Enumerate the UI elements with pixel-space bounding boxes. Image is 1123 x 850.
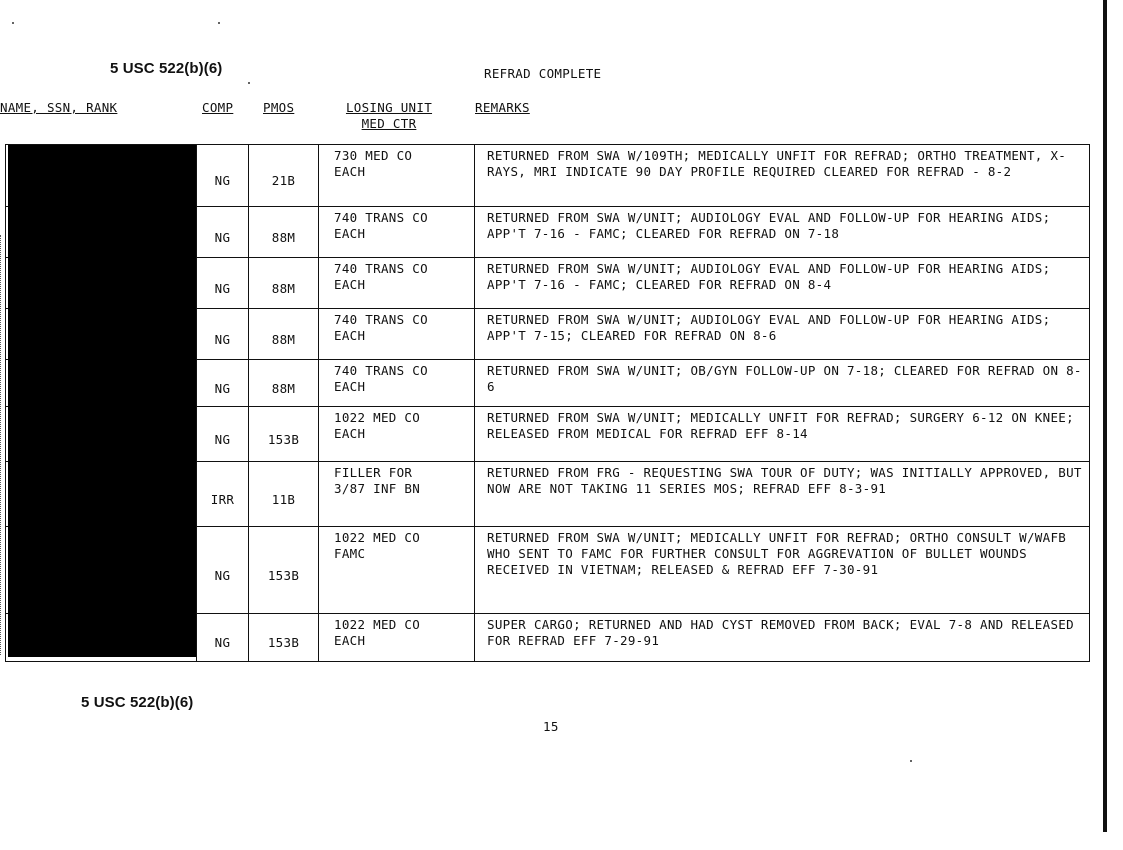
column-header-comp: COMP: [202, 100, 234, 115]
scan-speck: [248, 82, 250, 84]
remarks-cell: RETURNED FROM SWA W/UNIT; AUDIOLOGY EVAL AND FOLLOW-UP FOR HEARING AIDS; APP'T 7-16 - FAMC; CLEARED FOR REFRAD ON 8-4: [475, 258, 1090, 309]
remarks-cell: RETURNED FROM FRG - REQUESTING SWA TOUR OF DUTY; WAS INITIALLY APPROVED, BUT NOW ARE NOT TAKING 11 SERIES MOS; REFRAD EFF 8-3-91: [475, 462, 1090, 527]
unit-line2: EACH: [334, 633, 366, 648]
unit-cell: [319, 407, 475, 462]
column-header-unit-line1: LOSING UNIT: [345, 100, 433, 115]
unit-cell: [319, 360, 475, 407]
scan-speck: [218, 22, 220, 24]
unit-line2: EACH: [334, 277, 366, 292]
pmos-cell: 88M: [249, 309, 319, 360]
comp-cell: NG: [197, 309, 249, 360]
unit-line2: EACH: [334, 328, 366, 343]
remarks-cell: RETURNED FROM SWA W/UNIT; MEDICALLY UNFIT FOR REFRAD; ORTHO CONSULT W/WAFB WHO SENT TO FAMC FOR FURTHER CONSULT FOR AGGREVATION OF BULLET WOUNDS RECEIVED IN VIETNAM; RELEASED & REFRAD EFF 7-30-91: [475, 527, 1090, 614]
page-number: 15: [543, 719, 559, 734]
unit-line1: 740 TRANS CO: [334, 261, 428, 276]
unit-cell: [319, 258, 475, 309]
unit-line2: EACH: [334, 379, 366, 394]
unit-line1: 740 TRANS CO: [334, 363, 428, 378]
pmos-cell: 153B: [249, 407, 319, 462]
remarks-cell: RETURNED FROM SWA W/UNIT; AUDIOLOGY EVAL AND FOLLOW-UP FOR HEARING AIDS; APP'T 7-15; CLEARED FOR REFRAD ON 8-6: [475, 309, 1090, 360]
column-header-unit-line2: MED CTR: [361, 116, 417, 131]
pmos-cell: 88M: [249, 360, 319, 407]
unit-cell: [319, 462, 475, 527]
remarks-cell: SUPER CARGO; RETURNED AND HAD CYST REMOVED FROM BACK; EVAL 7-8 AND RELEASED FOR REFRAD EFF 7-29-91: [475, 614, 1090, 662]
unit-line2: EACH: [334, 226, 366, 241]
unit-cell: [319, 527, 475, 614]
unit-line1: FILLER FOR: [334, 465, 413, 480]
right-edge-rule: [1103, 0, 1107, 832]
remarks-cell: RETURNED FROM SWA W/UNIT; OB/GYN FOLLOW-UP ON 7-18; CLEARED FOR REFRAD ON 8-6: [475, 360, 1090, 407]
unit-line2: 3/87 INF BN: [334, 481, 421, 496]
unit-line2: EACH: [334, 426, 366, 441]
pmos-cell: 153B: [249, 527, 319, 614]
pmos-cell: 88M: [249, 258, 319, 309]
page-title: REFRAD COMPLETE: [484, 66, 602, 81]
unit-line1: 740 TRANS CO: [334, 312, 428, 327]
comp-cell: NG: [197, 614, 249, 662]
comp-cell: NG: [197, 360, 249, 407]
exemption-label-bottom: 5 USC 522(b)(6): [81, 694, 194, 711]
unit-line1: 1022 MED CO: [334, 530, 421, 545]
exemption-label-top: 5 USC 522(b)(6): [110, 60, 223, 77]
scan-speck: [910, 760, 912, 762]
pmos-cell: 88M: [249, 207, 319, 258]
comp-cell: IRR: [197, 462, 249, 527]
column-header-remarks: REMARKS: [475, 100, 530, 115]
pmos-cell: 21B: [249, 145, 319, 207]
redaction-block: [8, 145, 196, 657]
unit-line1: 740 TRANS CO: [334, 210, 428, 225]
unit-cell: [319, 309, 475, 360]
comp-cell: NG: [197, 207, 249, 258]
unit-line2: EACH: [334, 164, 366, 179]
scan-speck: [12, 22, 14, 24]
remarks-cell: RETURNED FROM SWA W/UNIT; MEDICALLY UNFIT FOR REFRAD; SURGERY 6-12 ON KNEE; RELEASED FROM MEDICAL FOR REFRAD EFF 8-14: [475, 407, 1090, 462]
unit-cell: [319, 614, 475, 662]
pmos-cell: 11B: [249, 462, 319, 527]
remarks-cell: RETURNED FROM SWA W/UNIT; AUDIOLOGY EVAL AND FOLLOW-UP FOR HEARING AIDS; APP'T 7-16 - FAMC; CLEARED FOR REFRAD ON 7-18: [475, 207, 1090, 258]
unit-line1: 1022 MED CO: [334, 617, 421, 632]
unit-line1: 730 MED CO: [334, 148, 413, 163]
unit-cell: [319, 207, 475, 258]
pmos-cell: 153B: [249, 614, 319, 662]
comp-cell: NG: [197, 258, 249, 309]
comp-cell: NG: [197, 407, 249, 462]
column-header-pmos: PMOS: [263, 100, 295, 115]
column-header-name: NAME, SSN, RANK: [0, 100, 118, 115]
column-header-unit: [333, 100, 445, 132]
unit-line1: 1022 MED CO: [334, 410, 421, 425]
remarks-cell: RETURNED FROM SWA W/109TH; MEDICALLY UNFIT FOR REFRAD; ORTHO TREATMENT, X-RAYS, MRI INDICATE 90 DAY PROFILE REQUIRED CLEARED FOR REFRAD - 8-2: [475, 145, 1090, 207]
comp-cell: NG: [197, 527, 249, 614]
comp-cell: NG: [197, 145, 249, 207]
unit-line2: FAMC: [334, 546, 366, 561]
unit-cell: [319, 145, 475, 207]
